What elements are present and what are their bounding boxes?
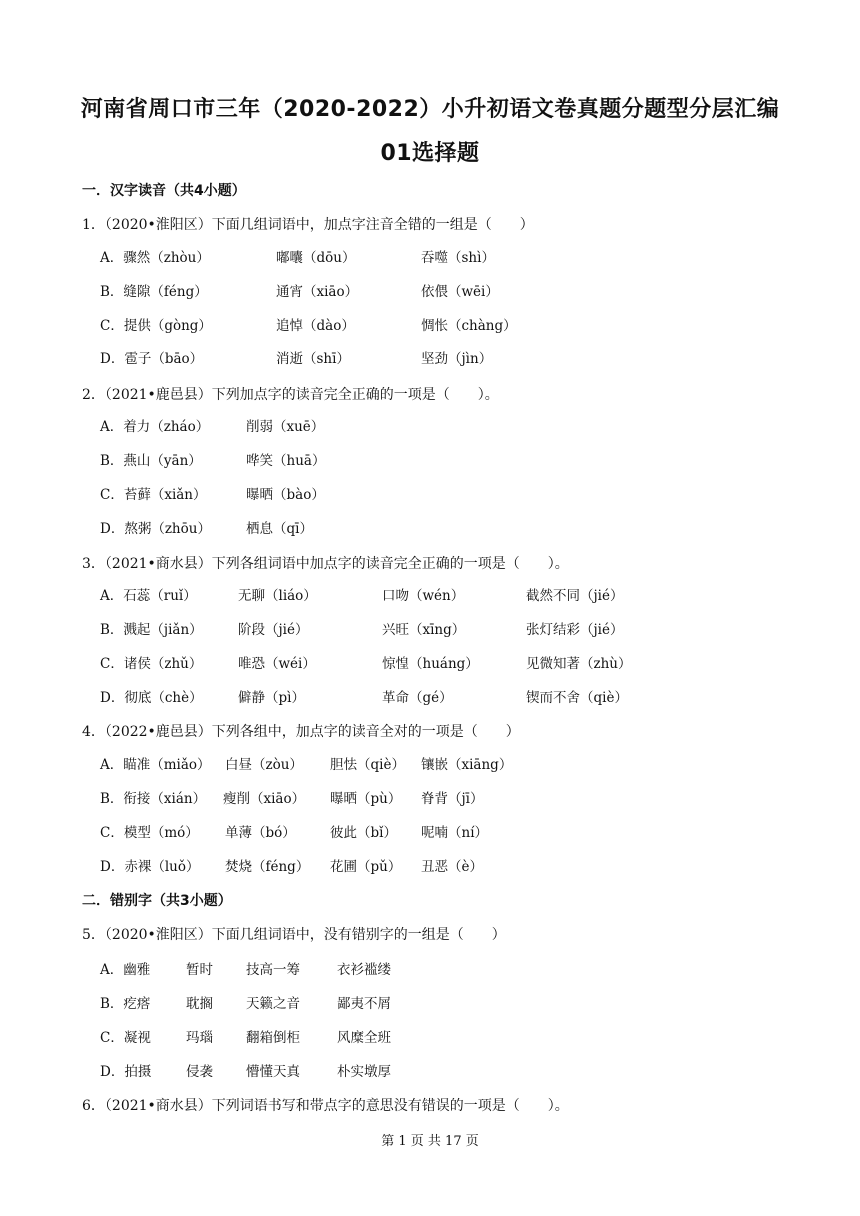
option-text: A．幽雅 (100, 962, 151, 978)
option-text: D．赤裸（luǒ） (100, 859, 200, 875)
section-heading: 二．错别字（共3小题） (82, 893, 232, 909)
option-text: D．熬粥（zhōu） (100, 521, 211, 537)
option-text: B．缝隙（féng） (100, 284, 208, 300)
question-stem: 3．（2021•商水县）下列各组词语中加点字的读音完全正确的一项是（ ）。 (82, 556, 569, 572)
option-text: 鄙夷不屑 (337, 996, 391, 1012)
option-text: 通宵（xiāo） (276, 284, 359, 300)
option-text: 锲而不舍（qiè） (526, 690, 628, 706)
option-text: 玛瑙 (186, 1030, 213, 1046)
option-text: 曝晒（bào） (246, 487, 325, 503)
option-text: 阶段（jié） (238, 622, 309, 638)
option-text: 嘟囔（dōu） (276, 250, 356, 266)
option-text: B．衔接（xián） (100, 791, 207, 807)
option-text: A．着力（zháo） (100, 419, 210, 435)
option-text: 花圃（pǔ） (330, 859, 402, 875)
question-stem: 5．（2020•淮阳区）下面几组词语中，没有错别字的一组是（ ） (82, 927, 506, 943)
section-heading: 一．汉字读音（共4小题） (82, 183, 246, 199)
option-text: 焚烧（féng） (225, 859, 310, 875)
option-text: 截然不同（jié） (526, 588, 624, 604)
option-text: 朴实墩厚 (337, 1064, 391, 1080)
option-text: 口吻（wén） (382, 588, 465, 604)
option-text: 僻静（pì） (238, 690, 305, 706)
option-text: 兴旺（xīng） (382, 622, 466, 638)
document-title-line1: 河南省周口市三年（2020-2022）小升初语文卷真题分题型分层汇编 (80, 97, 780, 122)
option-text: 张灯结彩（jié） (526, 622, 624, 638)
option-text: 栖息（qī） (246, 521, 313, 537)
option-text: B．溅起（jiǎn） (100, 622, 203, 638)
option-text: B．疙瘩 (100, 996, 151, 1012)
option-text: 消逝（shī） (276, 351, 350, 367)
option-text: A．骤然（zhòu） (100, 250, 210, 266)
option-text: 削弱（xuē） (246, 419, 325, 435)
option-text: D．雹子（bāo） (100, 351, 204, 367)
question-stem: 1．（2020•淮阳区）下面几组词语中，加点字注音全错的一组是（ ） (82, 217, 534, 233)
option-text: C．诸侯（zhǔ） (100, 656, 203, 672)
option-text: 坚劲（jìn） (421, 351, 493, 367)
option-text: 技高一筹 (246, 962, 300, 978)
option-text: 暂时 (186, 962, 213, 978)
option-text: 镶嵌（xiāng） (421, 757, 513, 773)
page-number: 第 1 页 共 17 页 (381, 1134, 479, 1149)
question-stem: 6．（2021•商水县）下列词语书写和带点字的意思没有错误的一项是（ ）。 (82, 1098, 569, 1114)
option-text: 追悼（dào） (276, 318, 355, 334)
option-text: C．模型（mó） (100, 825, 199, 841)
option-text: 吞噬（shì） (421, 250, 495, 266)
option-text: 见微知著（zhù） (526, 656, 632, 672)
option-text: D．彻底（chè） (100, 690, 203, 706)
option-text: 惆怅（chàng） (421, 318, 517, 334)
option-text: 曝晒（pù） (330, 791, 402, 807)
option-text: 脊背（jī） (421, 791, 484, 807)
question-stem: 2．（2021•鹿邑县）下列加点字的读音完全正确的一项是（ ）。 (82, 387, 499, 403)
option-text: 哗笑（huā） (246, 453, 326, 469)
option-text: C．苔藓（xiǎn） (100, 487, 207, 503)
option-text: A．石蕊（ruǐ） (100, 588, 197, 604)
option-text: 侵袭 (186, 1064, 213, 1080)
option-text: 呢喃（ní） (421, 825, 489, 841)
option-text: C．提供（gòng） (100, 318, 212, 334)
option-text: 惊惶（huáng） (382, 656, 479, 672)
option-text: 懵懂天真 (246, 1064, 300, 1080)
option-text: 风糜全班 (337, 1030, 391, 1046)
option-text: 白昼（zòu） (225, 757, 303, 773)
document-title-line2: 01选择题 (380, 141, 480, 166)
option-text: C．凝视 (100, 1030, 151, 1046)
option-text: 翻箱倒柜 (246, 1030, 300, 1046)
option-text: 单薄（bó） (225, 825, 296, 841)
option-text: 无聊（liáo） (238, 588, 317, 604)
option-text: 天籁之音 (246, 996, 300, 1012)
option-text: 胆怯（qiè） (330, 757, 405, 773)
option-text: A．瞄准（miǎo） (100, 757, 211, 773)
option-text: 瘦削（xiāo） (223, 791, 306, 807)
option-text: 唯恐（wéi） (238, 656, 316, 672)
option-text: B．燕山（yān） (100, 453, 202, 469)
option-text: 丑恶（è） (421, 859, 483, 875)
option-text: 革命（gé） (382, 690, 453, 706)
option-text: D．拍摄 (100, 1064, 152, 1080)
option-text: 耽搁 (186, 996, 213, 1012)
option-text: 依偎（wēi） (421, 284, 499, 300)
option-text: 衣衫褴缕 (337, 962, 391, 978)
question-stem: 4．（2022•鹿邑县）下列各组中，加点字的读音全对的一项是（ ） (82, 724, 520, 740)
option-text: 彼此（bǐ） (330, 825, 397, 841)
